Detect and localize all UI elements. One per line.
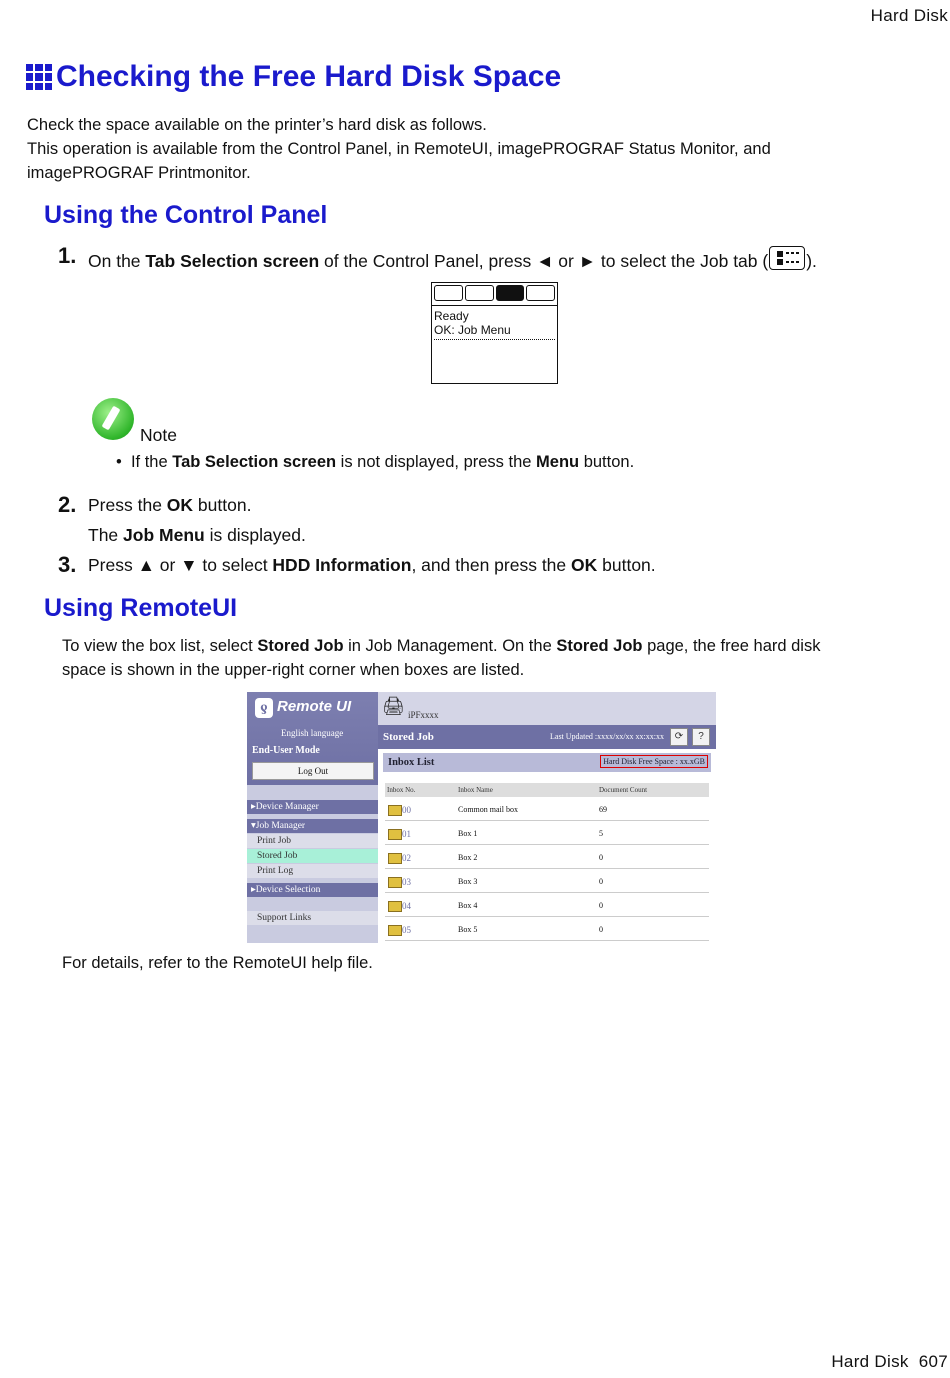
printer-name: iPFxxxx bbox=[408, 710, 439, 720]
note-pencil-icon bbox=[92, 398, 134, 440]
inbox-table-header bbox=[385, 783, 709, 797]
job-tab-icon bbox=[769, 246, 805, 270]
remote-ui-main bbox=[378, 692, 716, 943]
page-title-bar bbox=[378, 725, 716, 749]
running-header: Hard Disk bbox=[870, 6, 948, 25]
inbox-number[interactable]: 04 bbox=[402, 901, 411, 911]
mailbox-icon bbox=[388, 805, 402, 816]
details-text: For details, refer to the RemoteUI help file. bbox=[62, 954, 373, 972]
step-2-result: The Job Menu is displayed. bbox=[88, 525, 306, 545]
remote-ui-paragraph-line-1: To view the box list, select Stored Job in Job Management. On the Stored Job page, the free hard disk bbox=[62, 637, 821, 655]
document-count: 0 bbox=[599, 877, 603, 886]
table-row[interactable] bbox=[385, 845, 709, 869]
nav-device-manager[interactable]: ▸Device Manager bbox=[247, 800, 378, 814]
nav-job-manager[interactable]: ▾Job Manager bbox=[247, 819, 378, 833]
note-bullet: • If the Tab Selection screen is not displayed, press the Menu button. bbox=[116, 453, 635, 471]
inbox-name: Box 2 bbox=[458, 853, 478, 862]
remote-ui-top-bar bbox=[378, 692, 716, 725]
nav-support-links[interactable]: Support Links bbox=[247, 911, 378, 925]
nav-print-job[interactable]: Print Job bbox=[247, 834, 378, 848]
document-count: 0 bbox=[599, 853, 603, 862]
intro-line-2: This operation is available from the Control Panel, in RemoteUI, imagePROGRAF Status Monitor, and bbox=[27, 140, 771, 158]
inbox-number[interactable]: 05 bbox=[402, 925, 411, 935]
job-tab-icon bbox=[496, 285, 525, 301]
column-inbox-no: Inbox No. bbox=[387, 786, 416, 794]
step-3-text: Press ▲ or ▼ to select HDD Information, and then press the OK button. bbox=[88, 555, 656, 575]
paper-tab-icon bbox=[434, 285, 463, 301]
remote-ui-paragraph-line-2: space is shown in the upper-right corner when boxes are listed. bbox=[62, 661, 525, 679]
control-panel-heading: Using the Control Panel bbox=[44, 201, 328, 229]
inbox-name: Box 1 bbox=[458, 829, 478, 838]
stored-job-title: Stored Job bbox=[383, 731, 434, 743]
note-label: Note bbox=[140, 425, 177, 445]
step-2-number: 2. bbox=[58, 492, 77, 517]
page-title-text: Checking the Free Hard Disk Space bbox=[56, 60, 562, 93]
column-document-count: Document Count bbox=[599, 786, 648, 794]
page-title bbox=[26, 60, 561, 94]
box-icon bbox=[388, 853, 402, 864]
ink-tab-icon bbox=[465, 285, 494, 301]
remote-ui-logo-panel bbox=[247, 692, 378, 785]
table-row[interactable] bbox=[385, 893, 709, 917]
nav-print-log[interactable]: Print Log bbox=[247, 864, 378, 878]
refresh-icon[interactable]: ⟳ bbox=[670, 728, 688, 746]
inbox-name: Box 4 bbox=[458, 901, 478, 910]
page-number: 607 bbox=[918, 1352, 948, 1371]
control-panel-display bbox=[431, 282, 558, 384]
help-icon[interactable]: ? bbox=[692, 728, 710, 746]
page-footer bbox=[831, 1352, 948, 1372]
document-count: 69 bbox=[599, 805, 607, 814]
remote-ui-sidebar bbox=[247, 692, 378, 943]
inbox-name: Common mail box bbox=[458, 805, 518, 814]
lcd-instruction-text: OK: Job Menu bbox=[434, 323, 511, 337]
settings-tab-icon bbox=[526, 285, 555, 301]
step-1-text: On the Tab Selection screen of the Control Panel, press ◄ or ► to select the Job tab ( ). bbox=[88, 246, 817, 272]
inbox-number[interactable]: 01 bbox=[402, 829, 411, 839]
step-3-number: 3. bbox=[58, 552, 77, 577]
document-count: 0 bbox=[599, 925, 603, 934]
inbox-number[interactable]: 00 bbox=[402, 805, 411, 815]
logout-button[interactable]: Log Out bbox=[252, 762, 374, 780]
nav-device-selection[interactable]: ▸Device Selection bbox=[247, 883, 378, 897]
document-count: 5 bbox=[599, 829, 603, 838]
inbox-name: Box 3 bbox=[458, 877, 478, 886]
table-row[interactable] bbox=[385, 821, 709, 845]
language-link[interactable]: English language bbox=[281, 728, 344, 738]
lcd-status-text: Ready bbox=[434, 309, 469, 323]
locked-box-icon bbox=[388, 829, 402, 840]
table-row[interactable] bbox=[385, 869, 709, 893]
lcd-tab-bar bbox=[432, 283, 557, 306]
intro-line-1: Check the space available on the printer’s hard disk as follows. bbox=[27, 116, 487, 134]
intro-line-3: imagePROGRAF Printmonitor. bbox=[27, 164, 251, 182]
nav-stored-job[interactable]: Stored Job bbox=[247, 849, 378, 863]
step-1-number: 1. bbox=[58, 243, 77, 268]
document-count: 0 bbox=[599, 901, 603, 910]
last-updated-text: Last Updated :xxxx/xx/xx xx:xx:xx bbox=[550, 732, 664, 741]
remote-ui-screenshot bbox=[247, 692, 716, 943]
inbox-list-title: Inbox List bbox=[388, 757, 435, 768]
remote-ui-logo: Remote UI bbox=[277, 698, 352, 715]
user-mode-label: End-User Mode bbox=[252, 745, 320, 756]
step-2-text: Press the OK button. bbox=[88, 495, 252, 515]
box-icon bbox=[388, 877, 402, 888]
table-row[interactable] bbox=[385, 797, 709, 821]
lcd-divider bbox=[434, 339, 555, 340]
hdd-free-space-badge: Hard Disk Free Space : xx.xGB bbox=[600, 755, 708, 768]
inbox-number[interactable]: 02 bbox=[402, 853, 411, 863]
inbox-number[interactable]: 03 bbox=[402, 877, 411, 887]
inbox-name: Box 5 bbox=[458, 925, 478, 934]
printer-icon: 🖨 bbox=[382, 696, 405, 716]
footer-section: Hard Disk bbox=[831, 1352, 909, 1371]
inbox-list-header bbox=[383, 753, 711, 772]
remote-ui-heading: Using RemoteUI bbox=[44, 594, 238, 622]
column-inbox-name: Inbox Name bbox=[458, 786, 493, 794]
box-icon bbox=[388, 925, 402, 936]
table-row[interactable] bbox=[385, 917, 709, 941]
box-icon bbox=[388, 901, 402, 912]
grid-icon bbox=[26, 64, 52, 90]
remote-ui-logo-icon: ƍ bbox=[255, 698, 273, 718]
